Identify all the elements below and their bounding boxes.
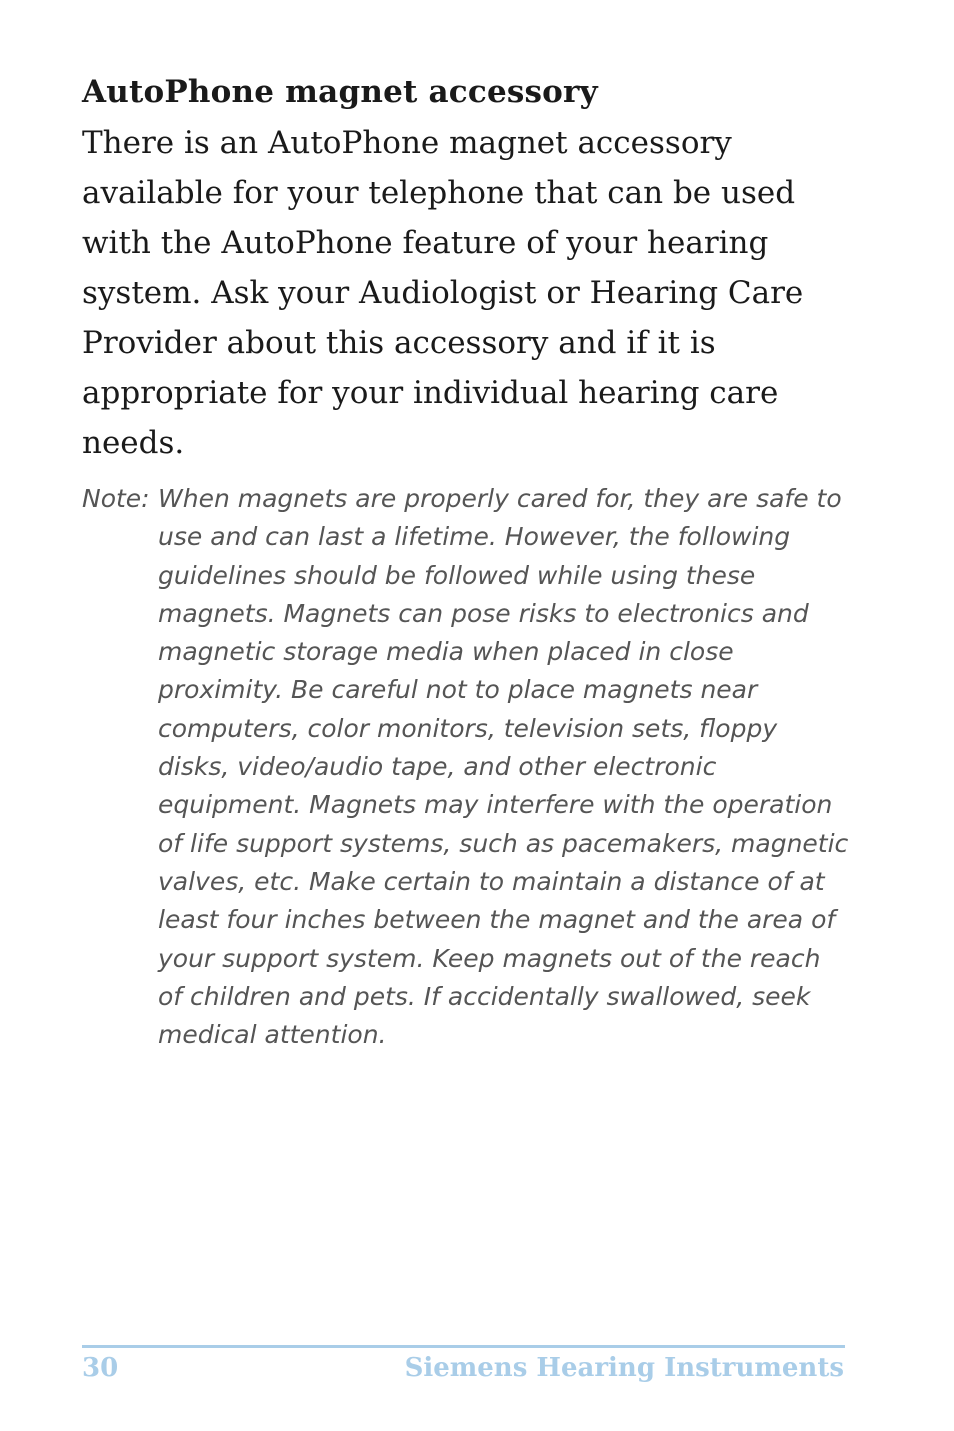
- note-block: [82, 480, 852, 1054]
- section-heading: AutoPhone magnet accessory: [82, 74, 598, 110]
- page-number: 30: [82, 1353, 119, 1383]
- footer-divider: [82, 1345, 845, 1348]
- note-label: Note:: [82, 484, 150, 513]
- footer-brand: Siemens Hearing Instruments: [404, 1353, 844, 1383]
- body-paragraph: There is an AutoPhone magnet accessory available for your telephone that can be used with the AutoPhone feature of your hearing system. Ask your Audiologist or Hearing Care Provider about this accessory and if it is appropriate for your individual hearing care needs.: [82, 125, 804, 461]
- note-text: When magnets are properly cared for, they are safe to use and can last a lifetime. However, the following guidelines should be followed while using these magnets. Magnets can pose risks to electronics and magnetic storage media when placed in close proximity. Be careful not to place magnets near computers, color monitors, television sets, floppy disks, video/audio tape, and other electronic equipment. Magnets may interfere with the operation of life support systems, such as pacemakers, magnetic valves, etc. Make certain to maintain a distance of at least four inches between the magnet and the area of your support system. Keep magnets out of the reach of children and pets. If accidentally swallowed, seek medical attention.: [158, 484, 849, 1050]
